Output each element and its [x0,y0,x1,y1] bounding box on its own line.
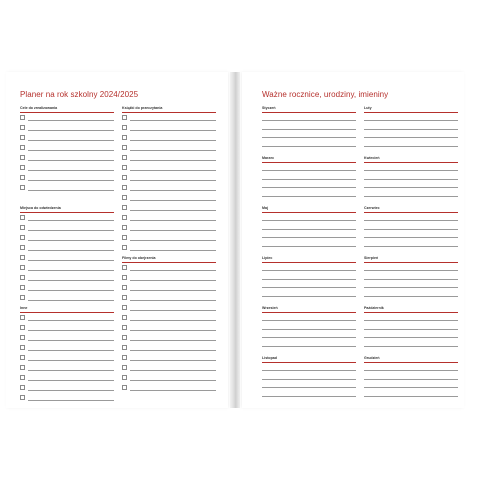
list-label: Książki do przeczytania [122,106,163,110]
date-entry-line[interactable] [262,229,356,230]
date-entry-line[interactable] [364,170,458,171]
write-in-line[interactable] [130,270,216,271]
write-in-line[interactable] [130,290,216,291]
write-in-line[interactable] [28,230,114,231]
write-in-line[interactable] [130,200,216,201]
checkbox[interactable] [20,385,25,390]
checkbox[interactable] [20,145,25,150]
date-entry-line[interactable] [364,329,458,330]
date-entry-line[interactable] [262,379,356,380]
date-entry-line[interactable] [364,187,458,188]
month-label: Marzec [262,156,275,160]
list-header-rule [20,212,114,213]
date-entry-line[interactable] [262,320,356,321]
anniversaries-page [242,72,464,408]
checkbox[interactable] [20,135,25,140]
checkbox[interactable] [20,175,25,180]
month-label: Luty [364,106,372,110]
write-in-line[interactable] [28,180,114,181]
write-in-line[interactable] [28,350,114,351]
date-entry-line[interactable] [364,396,458,397]
list-header-rule [20,312,114,313]
checkbox[interactable] [122,245,127,250]
write-in-line[interactable] [130,190,216,191]
checkbox[interactable] [122,275,127,280]
checkbox[interactable] [20,115,25,120]
checkbox[interactable] [20,345,25,350]
write-in-line[interactable] [130,370,216,371]
checkbox[interactable] [122,285,127,290]
date-entry-line[interactable] [364,379,458,380]
book-spine [230,72,240,408]
checkbox[interactable] [122,145,127,150]
date-entry-line[interactable] [262,120,356,121]
checkbox[interactable] [122,335,127,340]
list-header-rule [20,112,114,113]
date-entry-line[interactable] [262,179,356,180]
write-in-line[interactable] [130,230,216,231]
date-entry-line[interactable] [262,337,356,338]
checkbox[interactable] [20,285,25,290]
month-label: Listopad [262,356,277,360]
date-entry-line[interactable] [262,237,356,238]
date-entry-line[interactable] [364,287,458,288]
month-header-rule [364,162,458,163]
date-entry-line[interactable] [364,370,458,371]
write-in-line[interactable] [28,370,114,371]
date-entry-line[interactable] [364,120,458,121]
write-in-line[interactable] [130,220,216,221]
date-entry-line[interactable] [364,387,458,388]
month-header-rule [262,112,356,113]
write-in-line[interactable] [28,130,114,131]
checkbox[interactable] [122,355,127,360]
write-in-line[interactable] [130,170,216,171]
write-in-line[interactable] [130,130,216,131]
date-entry-line[interactable] [262,396,356,397]
write-in-line[interactable] [28,260,114,261]
anniversaries-title: Ważne rocznice, urodziny, imieniny [262,90,389,99]
checkbox[interactable] [122,125,127,130]
checkbox[interactable] [122,305,127,310]
date-entry-line[interactable] [262,270,356,271]
date-entry-line[interactable] [262,146,356,147]
list-label: Inne [20,306,28,310]
write-in-line[interactable] [130,390,216,391]
date-entry-line[interactable] [364,179,458,180]
month-label: Sierpień [364,256,379,260]
month-header-rule [262,362,356,363]
checkbox[interactable] [20,395,25,400]
checkbox[interactable] [20,325,25,330]
checkbox[interactable] [20,155,25,160]
date-entry-line[interactable] [364,320,458,321]
checkbox[interactable] [20,225,25,230]
write-in-line[interactable] [130,330,216,331]
checkbox[interactable] [122,135,127,140]
write-in-line[interactable] [28,270,114,271]
month-header-rule [364,112,458,113]
date-entry-line[interactable] [262,370,356,371]
checkbox[interactable] [122,165,127,170]
list-header-rule [122,112,216,113]
date-entry-line[interactable] [364,237,458,238]
write-in-line[interactable] [28,140,114,141]
date-entry-line[interactable] [364,270,458,271]
list-header-rule [122,262,216,263]
write-in-line[interactable] [28,290,114,291]
checkbox[interactable] [20,275,25,280]
write-in-line[interactable] [28,300,114,301]
date-entry-line[interactable] [364,146,458,147]
planner-page [6,72,228,408]
checkbox[interactable] [20,315,25,320]
date-entry-line[interactable] [262,129,356,130]
checkbox[interactable] [20,215,25,220]
checkbox[interactable] [122,375,127,380]
write-in-line[interactable] [130,140,216,141]
month-header-rule [364,262,458,263]
date-entry-line[interactable] [364,229,458,230]
date-entry-line[interactable] [262,187,356,188]
date-entry-line[interactable] [262,246,356,247]
month-header-rule [262,162,356,163]
month-label: Maj [262,206,268,210]
checkbox[interactable] [122,365,127,370]
date-entry-line[interactable] [364,279,458,280]
checkbox[interactable] [20,235,25,240]
write-in-line[interactable] [130,310,216,311]
date-entry-line[interactable] [364,246,458,247]
write-in-line[interactable] [130,120,216,121]
month-header-rule [262,212,356,213]
checkbox[interactable] [20,335,25,340]
write-in-line[interactable] [28,150,114,151]
checkbox[interactable] [122,295,127,300]
date-entry-line[interactable] [262,296,356,297]
write-in-line[interactable] [28,220,114,221]
date-entry-line[interactable] [262,279,356,280]
checkbox[interactable] [122,185,127,190]
write-in-line[interactable] [28,170,114,171]
planner-title: Planer na rok szkolny 2024/2025 [20,90,139,99]
write-in-line[interactable] [130,280,216,281]
month-label: Grudzień [364,356,380,360]
write-in-line[interactable] [28,320,114,321]
checkbox[interactable] [20,245,25,250]
list-label: Filmy do obejrzenia [122,256,156,260]
checkbox[interactable] [122,195,127,200]
checkbox[interactable] [20,255,25,260]
write-in-line[interactable] [28,120,114,121]
write-in-line[interactable] [130,240,216,241]
checkbox[interactable] [20,165,25,170]
checkbox[interactable] [122,205,127,210]
date-entry-line[interactable] [364,346,458,347]
checkbox[interactable] [122,325,127,330]
date-entry-line[interactable] [364,220,458,221]
write-in-line[interactable] [130,180,216,181]
list-label: Miejsca do odwiedzenia [20,206,61,210]
write-in-line[interactable] [130,380,216,381]
write-in-line[interactable] [28,330,114,331]
month-label: Lipiec [262,256,273,260]
write-in-line[interactable] [130,340,216,341]
month-header-rule [364,212,458,213]
checkbox[interactable] [122,225,127,230]
checkbox[interactable] [20,185,25,190]
checkbox[interactable] [20,365,25,370]
date-entry-line[interactable] [364,137,458,138]
month-header-rule [364,312,458,313]
write-in-line[interactable] [28,360,114,361]
write-in-line[interactable] [130,320,216,321]
month-header-rule [262,312,356,313]
date-entry-line[interactable] [262,220,356,221]
checkbox[interactable] [122,175,127,180]
date-entry-line[interactable] [364,296,458,297]
checkbox[interactable] [122,235,127,240]
date-entry-line[interactable] [262,346,356,347]
month-header-rule [364,362,458,363]
checkbox[interactable] [122,115,127,120]
checkbox[interactable] [122,155,127,160]
write-in-line[interactable] [28,400,114,401]
write-in-line[interactable] [130,160,216,161]
date-entry-line[interactable] [364,129,458,130]
list-label: Cele do zrealizowania [20,106,58,110]
write-in-line[interactable] [28,190,114,191]
checkbox[interactable] [122,385,127,390]
checkbox[interactable] [20,265,25,270]
write-in-line[interactable] [130,300,216,301]
write-in-line[interactable] [28,250,114,251]
checkbox[interactable] [122,265,127,270]
date-entry-line[interactable] [364,337,458,338]
write-in-line[interactable] [130,150,216,151]
month-label: Wrzesień [262,306,278,310]
month-label: Październik [364,306,384,310]
checkbox[interactable] [122,315,127,320]
month-header-rule [262,262,356,263]
write-in-line[interactable] [28,380,114,381]
date-entry-line[interactable] [262,329,356,330]
date-entry-line[interactable] [262,196,356,197]
write-in-line[interactable] [28,240,114,241]
write-in-line[interactable] [28,340,114,341]
checkbox[interactable] [20,355,25,360]
write-in-line[interactable] [28,390,114,391]
write-in-line[interactable] [130,210,216,211]
date-entry-line[interactable] [262,137,356,138]
month-label: Czerwiec [364,206,380,210]
checkbox[interactable] [20,125,25,130]
checkbox[interactable] [122,215,127,220]
checkbox[interactable] [122,345,127,350]
write-in-line[interactable] [28,280,114,281]
month-label: Styczeń [262,106,276,110]
date-entry-line[interactable] [364,196,458,197]
write-in-line[interactable] [130,360,216,361]
checkbox[interactable] [20,375,25,380]
write-in-line[interactable] [28,160,114,161]
date-entry-line[interactable] [262,287,356,288]
date-entry-line[interactable] [262,170,356,171]
month-label: Kwiecień [364,156,380,160]
write-in-line[interactable] [130,350,216,351]
date-entry-line[interactable] [262,387,356,388]
checkbox[interactable] [20,295,25,300]
write-in-line[interactable] [130,250,216,251]
